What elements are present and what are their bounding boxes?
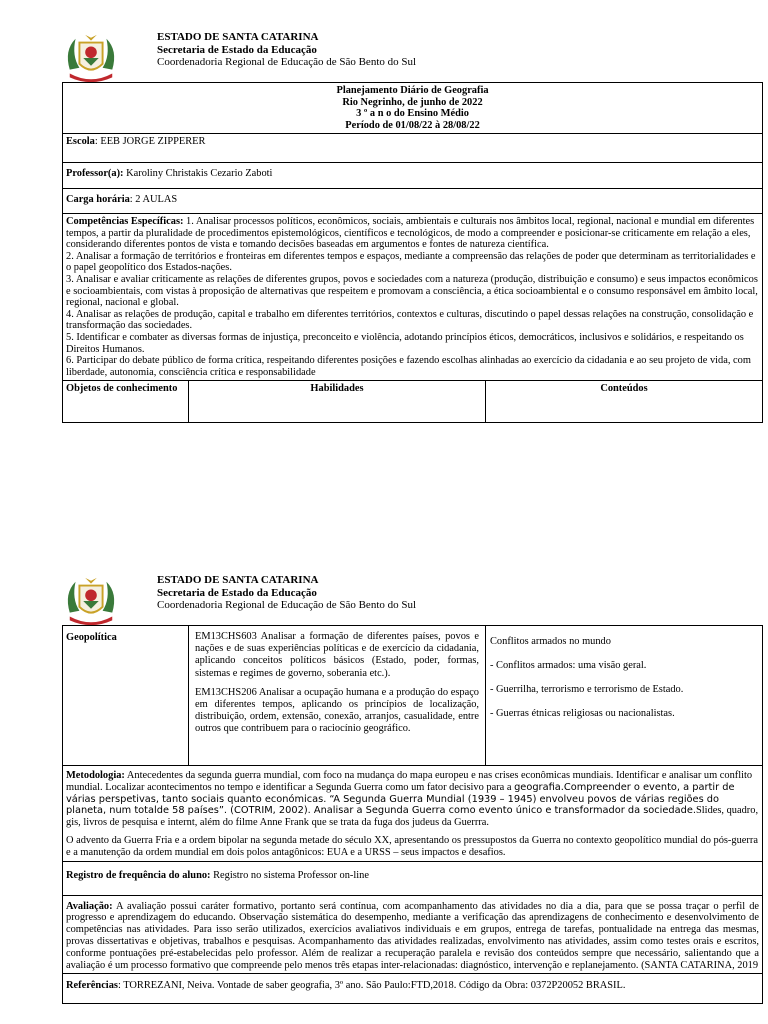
document-page-1 (0, 0, 768, 470)
header-coordenadoria: Coordenadoria Regional de Educação de São Bento do Sul (157, 56, 417, 68)
registro-label: Registro de frequência do aluno: (66, 869, 211, 881)
habilidade-1: EM13CHS603 Analisar a formação de diferentes países, povos e nações e de suas experiências políticas e de exercício da cidadania, aplicando conceitos políticos básicos (Estado, poder, formas, sistemas e regimes de governo, soberania etc.). (195, 631, 479, 679)
escola-value: : EEB JORGE ZIPPERER (94, 136, 206, 147)
objeto-cell: Geopolítica (63, 626, 189, 766)
competencias-label: Competências Específicas: (66, 216, 184, 227)
conteudo-4: - Guerras étnicas religiosas ou nacionalistas. (490, 708, 675, 719)
col-conteudos-header: Conteúdos (486, 381, 763, 423)
avaliacao-cell (63, 895, 763, 974)
document-page-2 (0, 560, 768, 1024)
plan-table-continued (62, 625, 763, 1004)
carga-cell (63, 189, 763, 214)
metodologia-text-2: O advento da Guerra Fria e a ordem bipolar na segunda metade do século XX, apresentando os pressupostos da Guerra no contexto geopolítico mundial do pós-guerra e a manutenção da ordem mundial em dois polos antagônicos: EUA e a URSS – seus impactos e desafios. (66, 834, 758, 858)
conteudo-2: - Conflitos armados: uma visão geral. (490, 660, 647, 671)
carga-value: : 2 AULAS (129, 194, 178, 205)
carga-label: Carga horária (66, 194, 130, 205)
competencia-2: 2. Analisar a formação de territórios e fronteiras em diferentes tempos e espaços, mediante a compreensão das relações de poder que determinam as territorialidades e o papel geopolítico dos Estados-nações. (66, 250, 756, 274)
plan-title: Planejamento Diário de Geografia (336, 85, 489, 96)
escola-cell (63, 134, 763, 163)
competencias-cell (63, 214, 763, 381)
competencia-6: 6. Participar do debate público de forma crítica, respeitando diferentes posições e fazendo escolhas alinhadas ao exercício da cidadania e ao seu projeto de vida, com liberdade, autonomia, consciência crítica e responsabilidade (66, 355, 751, 378)
conteudos-cell (486, 626, 763, 766)
registro-value: Registro no sistema Professor on-line (210, 869, 369, 881)
metodologia-text-1b: geografia.Compreender o evento, a partir de várias perspetivas, tanto sociais quanto económicas. “A Segunda Guerra Mundial (1939 – 1945) envolveu povos de várias regiões do planeta, num totalde 58 países”. (COTRIM, 2002). Analisar a Segunda Guerra como evento único e transformador da sociedade. (66, 781, 735, 817)
plan-table (62, 82, 763, 423)
habilidades-cell (189, 626, 486, 766)
metodologia-text-1c: Slides, quadro, gis, livros de pesquisa e internt, além do filme Anne Frank que se trata da fuga dos judeus da Guerrra. (66, 805, 759, 829)
avaliacao-value: A avaliação possui caráter formativo, portanto será contínua, com acompanhamento das atividades no dia a dia, para que se possa traçar o perfil de progresso e aprendizagem do educando. Observação sistemática do desempenho, mediante a verificação das aprendizagens de conhecimento e desenvolvimento de competências nas atividades. Para isso serão utilizados, exercícios avaliativos individuais e em grupos, entrega de tarefas, pontualidade na entrega das mesmas, provas dissertativas e objetivas, trabalhos e pesquisas. Acompanhamento das atividades realizadas, envolvimento nas atividades, assim como testes orais e escritos, conforme pontuações pré-estabelecidas pelo professor. Além de realizar a recuperação paralela e revisão dos conteúdos sempre que necessário, salientando que a avaliação é um processo formativo que compreende pelo menos três etapas inter-relacionadas: diagnóstico, intervenção e replanejamento. (SANTA CATARINA, 2019 (66, 900, 759, 971)
referencias-label: Referências (66, 980, 118, 992)
plan-grade: 3 º a n o do Ensino Médio (356, 108, 469, 119)
professor-label: Professor(a): (66, 168, 124, 179)
state-crest-icon (62, 574, 120, 630)
header-coordenadoria: Coordenadoria Regional de Educação de São Bento do Sul (157, 599, 417, 611)
metodologia-text-1: Antecedentes da segunda guerra mundial, com foco na mudança do mapa europeu e nas crises econômicas mundiais. Identificar e analisar um conflito mundial. Localizar acontecimentos no tempo e identificar a Segunda Guerra como um fator decisivo para a (66, 770, 753, 793)
referencias-cell (63, 974, 763, 1004)
conteudo-3: - Guerrilha, terrorismo e terrorismo de Estado. (490, 684, 684, 695)
professor-cell (63, 163, 763, 189)
competencia-1: 1. Analisar processos políticos, econômicos, sociais, ambientais e culturais nos âmbitos local, regional, nacional e mundial em diferentes tempos, a partir da pluralidade de procedimentos epistemológicos, científicos e tecnológicos, de modo a compreender e posicionar-se criticamente em relação a eles, considerando diferentes pontos de vista e tomando decisões baseadas em argumentos e fontes de natureza científica. (66, 216, 755, 251)
plan-period: Período de 01/08/22 à 28/08/22 (345, 119, 480, 131)
referencias-value: : TORREZANI, Neiva. Vontade de saber geografia, 3º ano. São Paulo:FTD,2018. Código da Obra: 0372P20052 BRASIL. (117, 980, 626, 992)
plan-place-date: Rio Negrinho, de junho de 2022 (342, 96, 483, 108)
avaliacao-label: Avaliação: (66, 900, 113, 912)
metodologia-cell (63, 766, 763, 862)
competencia-3: 3. Analisar e avaliar criticamente as relações de diferentes grupos, povos e sociedades com a natureza (produção, distribuição e consumo) e seus impactos econômicos e socioambientais, com vistas à proposição de alternativas que respeitem e promovam a consciência, a ética socioambiental e o consumo responsável em âmbito local, regional, nacional e global. (66, 273, 758, 309)
page-gap (0, 470, 768, 560)
header-secretaria: Secretaria de Estado da Educação (157, 43, 317, 56)
conteudo-1: Conflitos armados no mundo (490, 636, 611, 647)
plan-title-cell (63, 83, 763, 134)
metodologia-label: Metodologia: (66, 770, 125, 781)
registro-cell (63, 861, 763, 895)
col-habilidades-header: Habilidades (189, 381, 486, 423)
professor-value: Karoliny Christakis Cezario Zaboti (123, 168, 273, 179)
header-secretaria: Secretaria de Estado da Educação (157, 586, 317, 599)
competencia-5: 5. Identificar e combater as diversas formas de injustiça, preconceito e violência, adotando princípios éticos, democráticos, inclusivos e solidários, e respeitando os Direitos Humanos. (66, 331, 744, 355)
habilidade-2: EM13CHS206 Analisar a ocupação humana e a produção do espaço em diferentes tempos, aplicando os princípios de localização, distribuição, ordem, extensão, conexão, arranjos, casualidade, entre outros que contribuem para o raciocínio geográfico. (195, 686, 479, 735)
competencia-4: 4. Analisar as relações de produção, capital e trabalho em diferentes territórios, contextos e culturas, discutindo o papel dessas relações na construção, consolidação e transformação das sociedades. (66, 308, 754, 332)
header-state: ESTADO DE SANTA CATARINA (157, 574, 319, 586)
col-objetos-header: Objetos de conhecimento (63, 381, 189, 423)
header-state: ESTADO DE SANTA CATARINA (157, 31, 319, 43)
state-crest-icon (62, 31, 120, 87)
escola-label: Escola (66, 136, 95, 147)
